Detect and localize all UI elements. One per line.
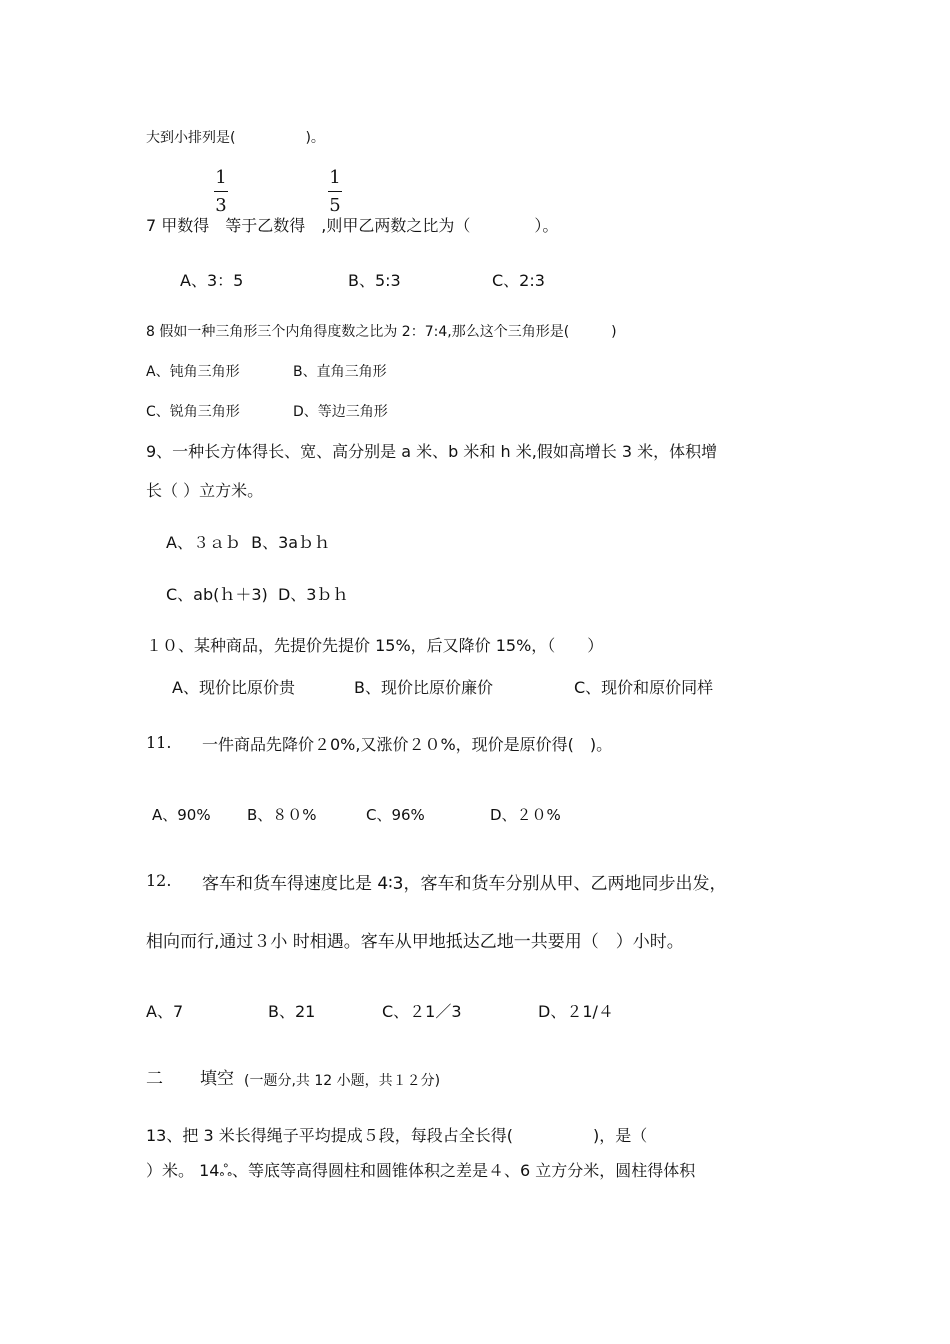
q7-stem: 7 甲数得 等于乙数得 ,则甲乙两数之比为（ ）。 (146, 216, 559, 235)
q11-number: 11. (146, 733, 172, 752)
section-note: (一题分,共 12 小题，共１２分) (244, 1073, 441, 1089)
q9-stem-line1: 9、一种长方体得长、宽、高分别是 a 米、b 米和 h 米,假如高增长 3 米，体积增 (146, 442, 718, 461)
q13-line2: ）米。 14ஃ、等底等高得圆柱和圆锥体积之差是４、6 立方分米，圆柱得体积 (146, 1161, 696, 1180)
section-number: 二 (146, 1069, 163, 1089)
q11-stem: 一件商品先降价２0%,又涨价２０%，现价是原价得( )。 (202, 735, 613, 754)
q12-option-d: D、２1/４ (538, 1002, 614, 1021)
q8-option-d: D、等边三角形 (293, 404, 388, 420)
q11-option-c: C、96% (366, 806, 425, 824)
q8-option-c: C、锐角三角形 (146, 404, 240, 420)
q7-fraction-2-numerator: 1 (329, 167, 341, 188)
q12-option-a: A、7 (146, 1002, 184, 1021)
q7-fraction-2 (328, 169, 342, 215)
q8-option-a: A、钝角三角形 (146, 364, 240, 380)
q10-option-a: A、现价比原价贵 (172, 678, 295, 697)
q10-option-c: C、现价和原价同样 (574, 678, 714, 697)
q7-fraction-1-bar (214, 191, 228, 192)
q6-tail: 大到小排列是( )。 (146, 130, 325, 146)
q7-fraction-2-bar (328, 191, 342, 192)
q12-number: 12. (146, 871, 172, 890)
q7-option-a: A、3：5 (180, 271, 244, 290)
q7-option-b: B、5:3 (348, 271, 401, 290)
q8-option-b: B、直角三角形 (293, 364, 387, 380)
q11-option-d: D、２０% (490, 806, 561, 824)
q9-stem-line2: 长（ ）立方米。 (146, 481, 264, 500)
q7-fraction-1-denominator: 3 (215, 195, 227, 216)
q13-line1: 13、把 3 米长得绳子平均提成５段，每段占全长得( )，是（ (146, 1126, 648, 1145)
q7-option-c: C、2:3 (492, 271, 545, 290)
q12-stem-line2: 相向而行,通过３小 时相遇。客车从甲地抵达乙地一共要用（ ）小时。 (146, 932, 684, 952)
q7-fraction-1-numerator: 1 (215, 167, 227, 188)
q7-fraction-2-denominator: 5 (329, 195, 341, 216)
q11-option-b: B、８０% (247, 806, 317, 824)
q11-option-a: A、90% (152, 806, 211, 824)
q7-fraction-1 (214, 169, 228, 215)
q10-stem: １０、某种商品，先提价先提价 15%，后又降价 15%，（ ） (146, 636, 604, 655)
section-title: 填空 (200, 1069, 234, 1089)
q12-option-b: B、21 (268, 1002, 316, 1021)
q12-stem-line1: 客车和货车得速度比是 4∶3，客车和货车分别从甲、乙两地同步出发， (202, 874, 727, 894)
q9-options-line1: A、３ａｂ B、3aｂｈ (166, 533, 331, 552)
q9-options-line2: C、ab(ｈ＋3) D、3ｂｈ (166, 585, 349, 604)
q8-stem: 8 假如一种三角形三个内角得度数之比为 2：7:4,那么这个三角形是( ) (146, 324, 617, 340)
q10-option-b: B、现价比原价廉价 (354, 678, 493, 697)
q12-option-c: C、２1／3 (382, 1002, 462, 1021)
